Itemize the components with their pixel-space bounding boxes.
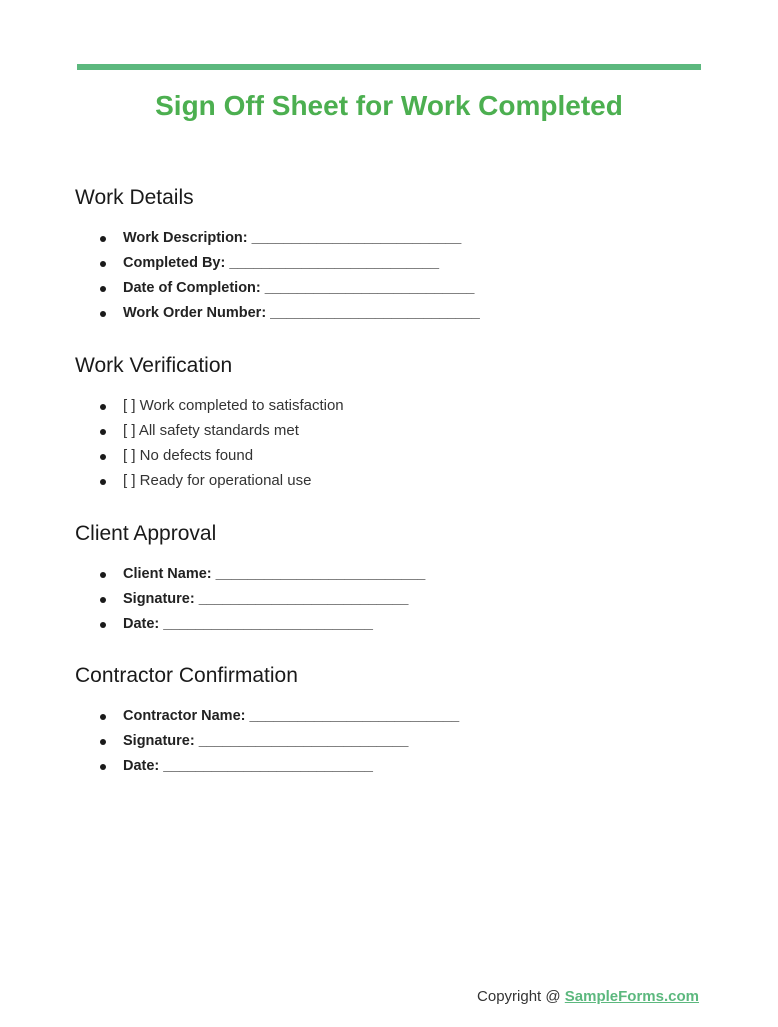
section-contractor-confirmation (75, 663, 715, 782)
section-heading-contractor-confirmation: Contractor Confirmation (75, 664, 298, 687)
list-item (75, 447, 715, 472)
bullet-icon (100, 404, 106, 410)
client-date-field: Date: __________________________ (123, 616, 373, 632)
list-item (75, 615, 715, 640)
section-client-approval (75, 521, 715, 640)
client-signature-field: Signature: __________________________ (123, 591, 409, 607)
contractor-date-field: Date: __________________________ (123, 758, 373, 774)
date-of-completion-field: Date of Completion: __________________________ (123, 280, 475, 296)
copyright-footer (477, 988, 699, 1006)
page-title: Sign Off Sheet for Work Completed (155, 90, 623, 121)
list-item (75, 707, 715, 732)
bullet-icon (100, 236, 106, 242)
work-order-number-field: Work Order Number: __________________________ (123, 305, 480, 321)
checkbox-item-defects: [ ] No defects found (123, 447, 254, 464)
section-heading-work-details: Work Details (75, 186, 194, 209)
list-item (75, 565, 715, 590)
checkbox-item-operational: [ ] Ready for operational use (123, 472, 312, 489)
contractor-name-field: Contractor Name: __________________________ (123, 708, 460, 724)
work-description-field: Work Description: __________________________ (123, 230, 462, 246)
bullet-icon (100, 454, 106, 460)
section-work-details (75, 185, 715, 329)
bullet-icon (100, 429, 106, 435)
bullet-icon (100, 261, 106, 267)
list-item (75, 422, 715, 447)
list-item (75, 279, 715, 304)
bullet-icon (100, 714, 106, 720)
section-work-verification (75, 353, 715, 497)
bullet-icon (100, 572, 106, 578)
work-details-list (75, 229, 715, 329)
list-item (75, 254, 715, 279)
list-item (75, 229, 715, 254)
section-heading-client-approval: Client Approval (75, 522, 217, 545)
list-item (75, 590, 715, 615)
client-approval-list (75, 565, 715, 640)
bullet-icon (100, 597, 106, 603)
checkbox-item-satisfaction: [ ] Work completed to satisfaction (123, 397, 344, 414)
bullet-icon (100, 622, 106, 628)
bullet-icon (100, 739, 106, 745)
contractor-confirmation-list (75, 707, 715, 782)
bullet-icon (100, 479, 106, 485)
contractor-signature-field: Signature: __________________________ (123, 733, 409, 749)
client-name-field: Client Name: __________________________ (123, 566, 426, 582)
list-item (75, 732, 715, 757)
checkbox-item-safety: [ ] All safety standards met (123, 422, 299, 439)
list-item (75, 472, 715, 497)
completed-by-field: Completed By: __________________________ (123, 255, 440, 271)
copyright-text: Copyright @ (477, 988, 565, 1005)
bullet-icon (100, 764, 106, 770)
top-accent-bar (77, 64, 701, 70)
list-item (75, 397, 715, 422)
bullet-icon (100, 311, 106, 317)
list-item (75, 757, 715, 782)
work-verification-list (75, 397, 715, 497)
sampleforms-link[interactable]: SampleForms.com (564, 988, 699, 1005)
list-item (75, 304, 715, 329)
bullet-icon (100, 286, 106, 292)
section-heading-work-verification: Work Verification (75, 354, 233, 377)
